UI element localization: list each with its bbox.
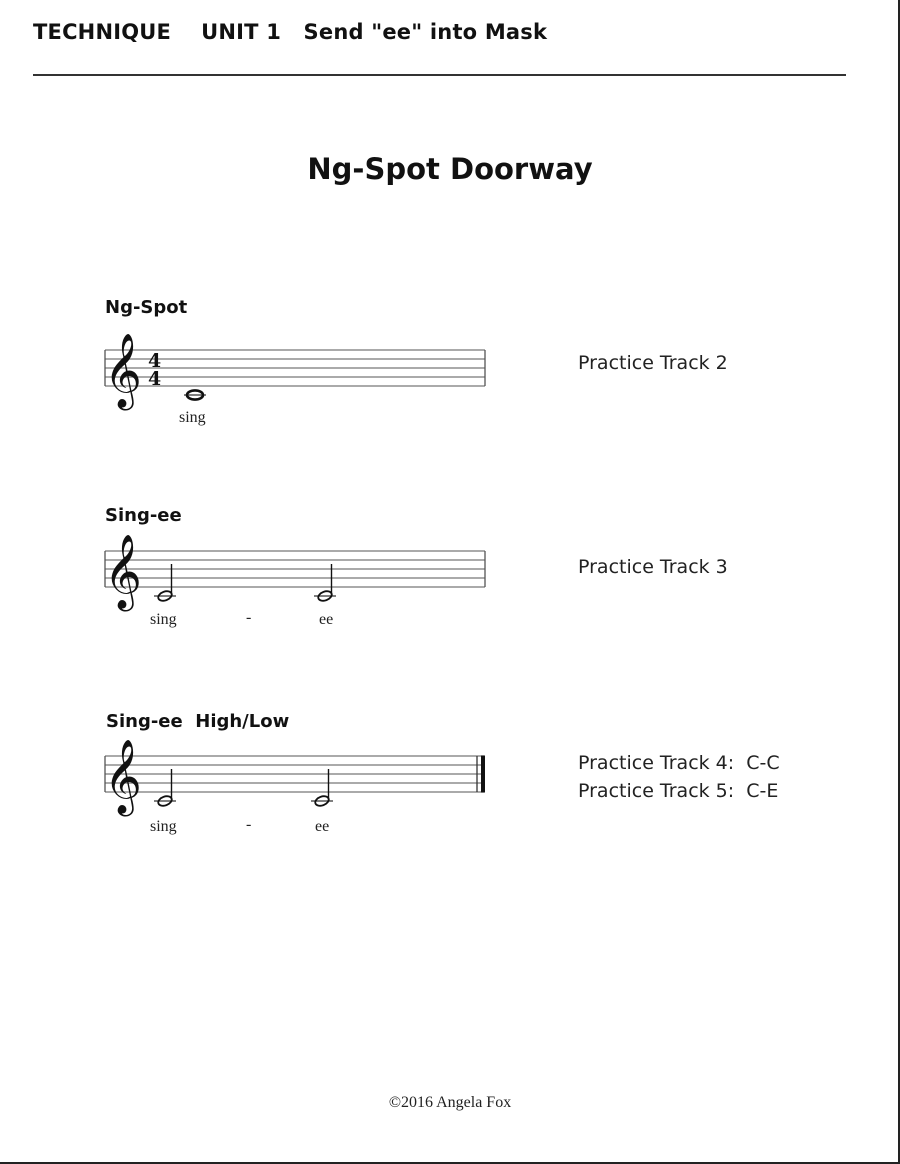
lyric-hyphen: - [246, 609, 252, 626]
half-note-icon [314, 564, 336, 603]
copyright-notice: ©2016 Angela Fox [388, 1094, 512, 1111]
lyric-ee: ee [319, 611, 334, 628]
section-label-ng-spot: Ng-Spot [105, 297, 188, 318]
header-divider [33, 74, 846, 76]
practice-track-4: Practice Track 4: C-C [578, 752, 780, 774]
half-note-icon [154, 564, 176, 603]
section-label-sing-ee: Sing-ee [105, 505, 182, 526]
lyric-sing: sing [150, 611, 177, 628]
practice-track-5: Practice Track 5: C-E [578, 780, 779, 802]
staff-sing-ee-high-low [100, 736, 500, 816]
page-title: Ng-Spot Doorway [307, 152, 593, 186]
treble-clef-icon: 𝄞 [104, 334, 142, 408]
practice-track-2: Practice Track 2 [578, 352, 728, 374]
treble-clef-icon: 𝄞 [104, 740, 142, 814]
staff-ng-spot [100, 330, 500, 410]
half-note-icon [154, 769, 176, 808]
lyric-hyphen: - [246, 816, 252, 833]
lyric-sing: sing [179, 409, 206, 426]
time-signature-top: 4 [148, 350, 162, 372]
treble-clef-icon: 𝄞 [104, 535, 142, 609]
lyric-ee: ee [315, 818, 330, 835]
practice-track-3: Practice Track 3 [578, 556, 728, 578]
section-label-sing-ee-high-low: Sing-ee High/Low [106, 711, 290, 732]
half-note-icon [311, 769, 333, 808]
lyric-sing: sing [150, 818, 177, 835]
header-title: TECHNIQUE UNIT 1 Send "ee" into Mask [33, 20, 548, 44]
time-signature-bottom: 4 [148, 368, 162, 390]
whole-note-icon [184, 390, 206, 399]
staff-sing-ee [100, 531, 500, 611]
